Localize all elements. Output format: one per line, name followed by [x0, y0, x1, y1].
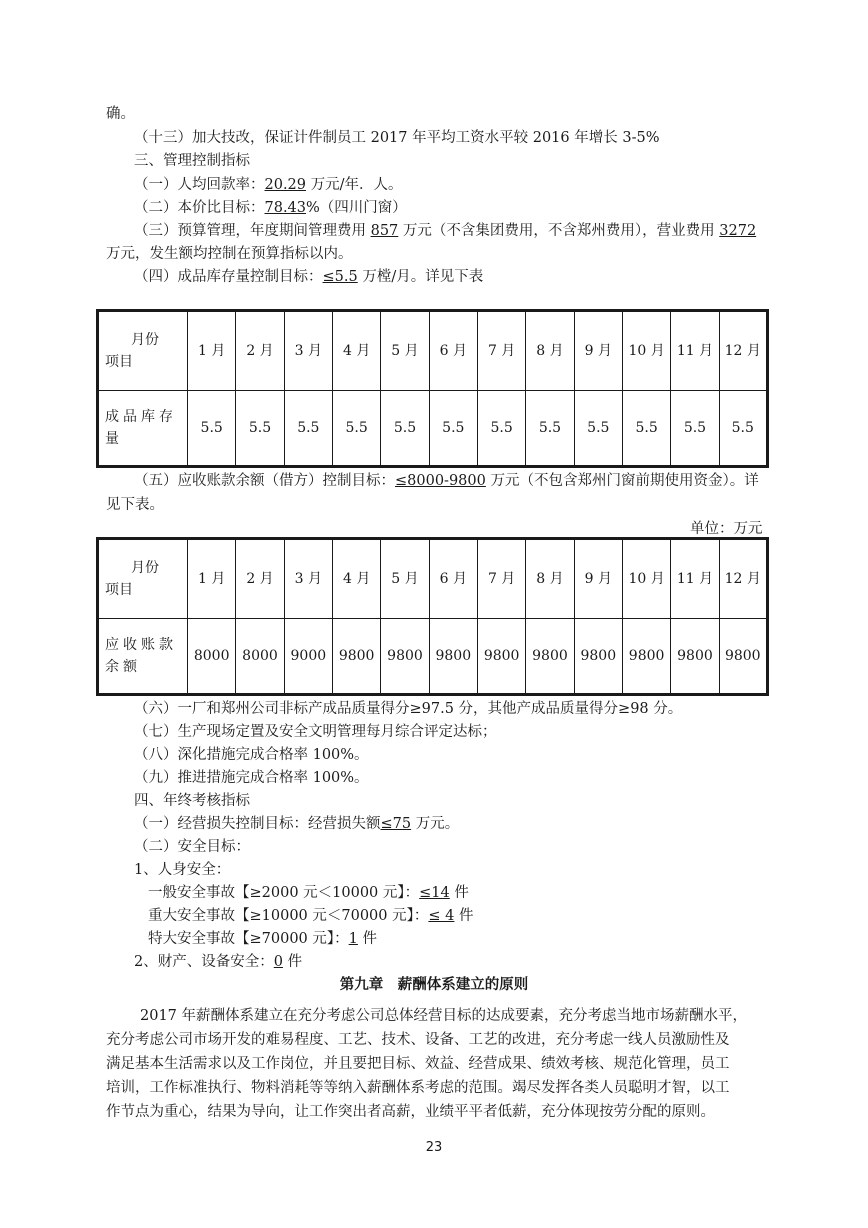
- value-cell: 9800: [574, 619, 622, 695]
- month-cell: 3 月: [284, 539, 332, 619]
- item-receivable-target: （五）应收账款余额（借方）控制目标：≤8000-9800 万元（不包含郑州门窗前期使用资金）。详: [134, 473, 759, 489]
- value-cell: 8000: [236, 619, 284, 695]
- month-cell: 10 月: [622, 539, 670, 619]
- month-cell: 6 月: [429, 539, 477, 619]
- month-cell: 1 月: [188, 311, 236, 391]
- value-cell: 5.5: [526, 391, 574, 467]
- month-cell: 4 月: [332, 539, 380, 619]
- month-cell: 3 月: [284, 311, 332, 391]
- body-paragraph-line: 充分考虑公司市场开发的难易程度、工艺、技术、设备、工艺的改进，充分考虑一线人员激励性及: [106, 1032, 730, 1048]
- section-heading-annual: 四、年终考核指标: [134, 793, 250, 809]
- item-quality-score: （六）一厂和郑州公司非标产成品质量得分≥97.5 分，其他产成品质量得分≥98 分。: [134, 701, 683, 717]
- month-cell: 9 月: [574, 539, 622, 619]
- value-cell: 5.5: [381, 391, 429, 467]
- row-label-cell: 应收账款余额: [98, 619, 188, 695]
- item-site-management: （七）生产现场定置及安全文明管理每月综合评定达标；: [134, 724, 497, 740]
- item-budget-continued: 万元，发生额均控制在预算指标以内。: [106, 246, 353, 262]
- item-per-capita-collection: （一）人均回款率：20.29 万元/年．人。: [134, 177, 403, 193]
- value-cell: 9000: [284, 619, 332, 695]
- section-heading-management: 三、管理控制指标: [134, 153, 250, 169]
- month-cell: 2 月: [236, 311, 284, 391]
- month-cell: 6 月: [429, 311, 477, 391]
- page-number: 23: [425, 1140, 443, 1155]
- month-cell: 5 月: [381, 311, 429, 391]
- month-cell: 11 月: [671, 539, 719, 619]
- header-corner-cell: 月份 项目: [98, 539, 188, 619]
- table-header-row: [98, 539, 768, 619]
- value-cell: 9800: [429, 619, 477, 695]
- item-cost-ratio: （二）本价比目标：78.43%（四川门窗）: [134, 200, 407, 216]
- body-paragraph-line: 2017 年薪酬体系建立在充分考虑公司总体经营目标的达成要素，充分考虑当地市场薪酬水平，: [140, 1008, 748, 1024]
- month-cell: 7 月: [477, 311, 525, 391]
- item-general-accident: 一般安全事故【≥2000 元＜10000 元】：≤14 件: [148, 885, 469, 901]
- item-property-safety: 2、财产、设备安全：0 件: [134, 954, 303, 970]
- receivable-table: [96, 537, 769, 696]
- value-cell: 5.5: [284, 391, 332, 467]
- header-corner-cell: 月份 项目: [98, 311, 188, 391]
- table-row: [98, 619, 768, 695]
- value-cell: 9800: [622, 619, 670, 695]
- item-severe-accident: 特大安全事故【≥70000 元】：1 件: [148, 931, 377, 947]
- month-cell: 9 月: [574, 311, 622, 391]
- value-cell: 8000: [188, 619, 236, 695]
- value-cell: 5.5: [574, 391, 622, 467]
- month-cell: 5 月: [381, 539, 429, 619]
- value-cell: 5.5: [236, 391, 284, 467]
- month-cell: 4 月: [332, 311, 380, 391]
- value-cell: 9800: [477, 619, 525, 695]
- month-cell: 12 月: [719, 311, 767, 391]
- value-cell: 9800: [381, 619, 429, 695]
- item-inventory-target: （四）成品库存量控制目标：≤5.5 万樘/月。详见下表: [134, 269, 484, 285]
- table-header-row: [98, 311, 768, 391]
- month-cell: 1 月: [188, 539, 236, 619]
- value-cell: 5.5: [188, 391, 236, 467]
- item-advancing-measures: （九）推进措施完成合格率 100%。: [134, 770, 369, 786]
- month-cell: 10 月: [622, 311, 670, 391]
- item-deepening-measures: （八）深化措施完成合格率 100%。: [134, 747, 369, 763]
- value-cell: 5.5: [622, 391, 670, 467]
- body-paragraph-line: 满足基本生活需求以及工作岗位，并且要把目标、效益、经营成果、绩效考核、规范化管理，员工: [106, 1056, 730, 1072]
- item-safety-target: （二）安全目标：: [134, 839, 250, 855]
- inventory-table: [96, 309, 769, 468]
- month-cell: 11 月: [671, 311, 719, 391]
- chapter-title: 第九章 薪酬体系建立的原则: [339, 977, 529, 993]
- value-cell: 9800: [526, 619, 574, 695]
- value-cell: 5.5: [671, 391, 719, 467]
- unit-label: 单位：万元: [690, 521, 763, 537]
- month-cell: 8 月: [526, 539, 574, 619]
- item-major-accident: 重大安全事故【≥10000 元＜70000 元】：≤ 4 件: [148, 908, 474, 924]
- body-paragraph-line: 作节点为重心，结果为导向，让工作突出者高薪，业绩平平者低薪，充分体现按劳分配的原则。: [106, 1104, 715, 1120]
- item-budget: （三）预算管理，年度期间管理费用 857 万元（不含集团费用，不含郑州费用），营业费用 3272: [134, 223, 757, 239]
- month-cell: 12 月: [719, 539, 767, 619]
- row-label-cell: 成品库存量: [98, 391, 188, 467]
- item-thirteen: （十三）加大技改，保证计件制员工 2017 年平均工资水平较 2016 年增长 3-5%: [134, 130, 660, 146]
- value-cell: 5.5: [719, 391, 767, 467]
- value-cell: 9800: [332, 619, 380, 695]
- value-cell: 5.5: [332, 391, 380, 467]
- value-cell: 5.5: [429, 391, 477, 467]
- month-cell: 7 月: [477, 539, 525, 619]
- value-cell: 9800: [719, 619, 767, 695]
- item-personal-safety: 1、人身安全：: [134, 862, 231, 878]
- item-receivable-continued: 见下表。: [106, 497, 164, 513]
- month-cell: 2 月: [236, 539, 284, 619]
- paragraph-continuation: 确。: [106, 106, 135, 122]
- value-cell: 9800: [671, 619, 719, 695]
- table-row: [98, 391, 768, 467]
- value-cell: 5.5: [477, 391, 525, 467]
- item-operating-loss: （一）经营损失控制目标：经营损失额≤75 万元。: [134, 816, 460, 832]
- month-cell: 8 月: [526, 311, 574, 391]
- body-paragraph-line: 培训，工作标准执行、物料消耗等等纳入薪酬体系考虑的范围。竭尽发挥各类人员聪明才智，以工: [106, 1080, 730, 1096]
